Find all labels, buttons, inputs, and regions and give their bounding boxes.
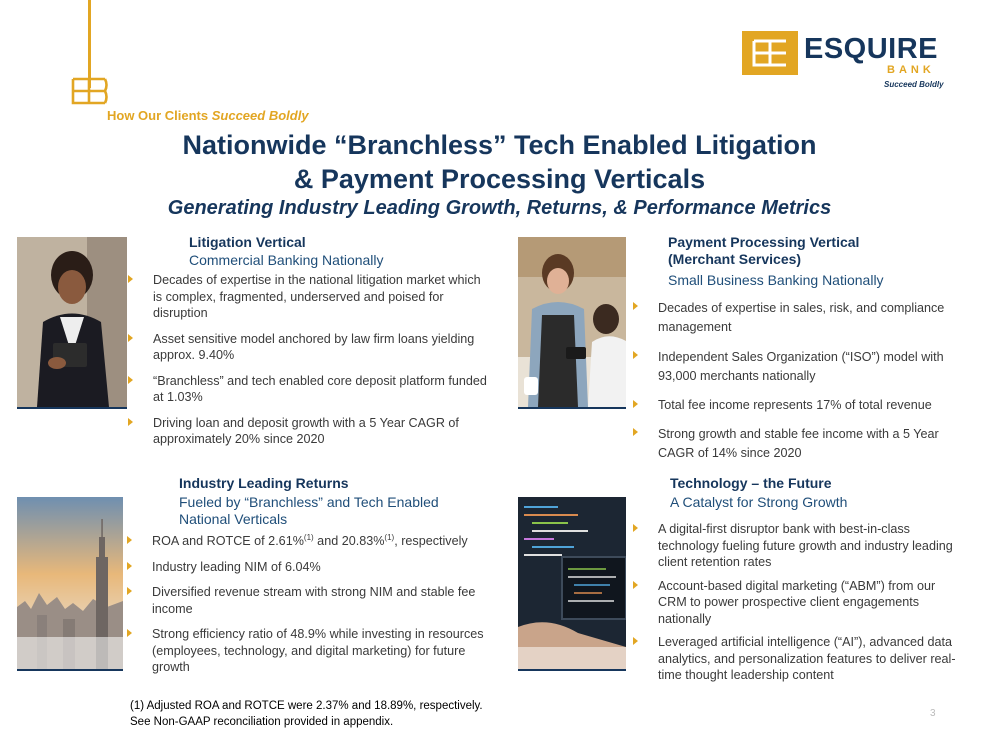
list-item: Strong efficiency ratio of 48.9% while investing in resources (employees, technology, and digital marketing) for future growth [127,626,503,676]
bullet-arrow-icon [633,302,638,310]
list-item: Decades of expertise in the national litigation market which is complex, fragmented, underserved and poised for disruption [128,272,493,322]
list-item: Diversified revenue stream with strong NIM and stable fee income [127,584,503,617]
bullet-arrow-icon [127,587,132,595]
tagline-emphasis: Succeed Boldly [211,108,309,123]
bullet-arrow-icon [633,400,638,408]
list-item: A digital-first disruptor bank with best-in-class technology fueling future growth and industry leading client retention rates [633,521,963,571]
list-item: Strong growth and stable fee income with a 5 Year CAGR of 14% since 2020 [633,425,978,463]
professional-woman-illustration [17,237,127,407]
footnote-line-2: See Non-GAAP reconciliation provided in appendix. [130,716,394,728]
returns-bullets [127,533,503,676]
technology-title: Technology – the Future [670,475,832,491]
eb-monogram-icon [70,76,108,106]
list-item: Driving loan and deposit growth with a 5 Year CAGR of approximately 20% since 2020 [128,415,493,448]
bullet-arrow-icon [633,351,638,359]
technology-bullets [633,521,963,684]
list-item: Industry leading NIM of 6.04% [127,559,503,576]
payment-title-line-1: Payment Processing Vertical [668,234,860,250]
bullet-arrow-icon [633,524,638,532]
city-skyline-illustration [17,497,123,669]
bullet-arrow-icon [128,275,133,283]
page-number: 3 [930,708,936,719]
returns-subtitle [179,494,439,528]
brand-subname: BANK [887,64,935,76]
title-line-2: & Payment Processing Verticals [293,164,706,194]
barista-payment-illustration [518,237,626,407]
title-line-1: Nationwide “Branchless” Tech Enabled Litigation [182,130,817,160]
footnote [130,698,483,730]
returns-title: Industry Leading Returns [179,475,349,491]
list-item: Asset sensitive model anchored by law firm loans yielding approx. 9.40% [128,331,493,364]
payment-photo [518,237,626,407]
eb-logo-icon [742,31,798,75]
list-item: Independent Sales Organization (“ISO”) model with 93,000 merchants nationally [633,348,978,386]
list-item: “Branchless” and tech enabled core deposit platform funded at 1.03% [128,373,493,406]
list-item: ROA and ROTCE of 2.61%$^{(1)}$ and 20.83%$^{(1)}$, respectively [127,533,503,550]
bullet-arrow-icon [127,629,132,637]
brand-logo-square [742,31,798,75]
bullet-arrow-icon [633,637,638,645]
bullet-arrow-icon [128,334,133,342]
bullet-arrow-icon [128,418,133,426]
technology-photo-underline [518,669,626,671]
returns-subtitle-line-1: Fueled by “Branchless” and Tech Enabled [179,494,439,510]
bullet-arrow-icon [127,562,132,570]
list-item: Account-based digital marketing (“ABM”) from our CRM to power prospective client engagements nationally [633,578,963,628]
brand-name: ESQUIRE [804,33,939,65]
payment-title [668,234,859,268]
bullet-arrow-icon [633,428,638,436]
litigation-photo-underline [17,407,127,409]
litigation-subtitle: Commercial Banking Nationally [189,252,384,268]
page-subtitle: Generating Industry Leading Growth, Returns, & Performance Metrics [167,197,832,219]
laptop-code-illustration [518,497,626,669]
payment-photo-underline [518,407,626,409]
payment-title-line-2: (Merchant Services) [668,251,802,267]
technology-photo [518,497,626,669]
tagline-prefix: How Our Clients [107,108,212,123]
bullet-arrow-icon [128,376,133,384]
payment-subtitle: Small Business Banking Nationally [668,272,884,288]
footnote-line-1: (1) Adjusted ROA and ROTCE were 2.37% and 18.89%, respectively. [130,700,483,712]
litigation-photo [17,237,127,407]
litigation-title: Litigation Vertical [189,234,306,250]
payment-bullets [633,299,978,463]
brand-slogan: Succeed Boldly [884,80,944,89]
technology-subtitle: A Catalyst for Strong Growth [670,494,848,510]
returns-subtitle-line-2: National Verticals [179,511,288,527]
litigation-bullets [128,272,493,448]
bullet-arrow-icon [127,536,132,544]
list-item: Decades of expertise in sales, risk, and compliance management [633,299,978,337]
returns-photo-underline [17,669,123,671]
bullet-arrow-icon [633,581,638,589]
list-item: Total fee income represents 17% of total revenue [633,397,978,414]
returns-photo [17,497,123,669]
logo-mark-line [88,0,91,88]
tagline [107,108,309,123]
list-item: Leveraged artificial intelligence (“AI”), advanced data analytics, and personalization features to deliver real-time thought leadership content [633,634,963,684]
page-title [0,128,999,196]
